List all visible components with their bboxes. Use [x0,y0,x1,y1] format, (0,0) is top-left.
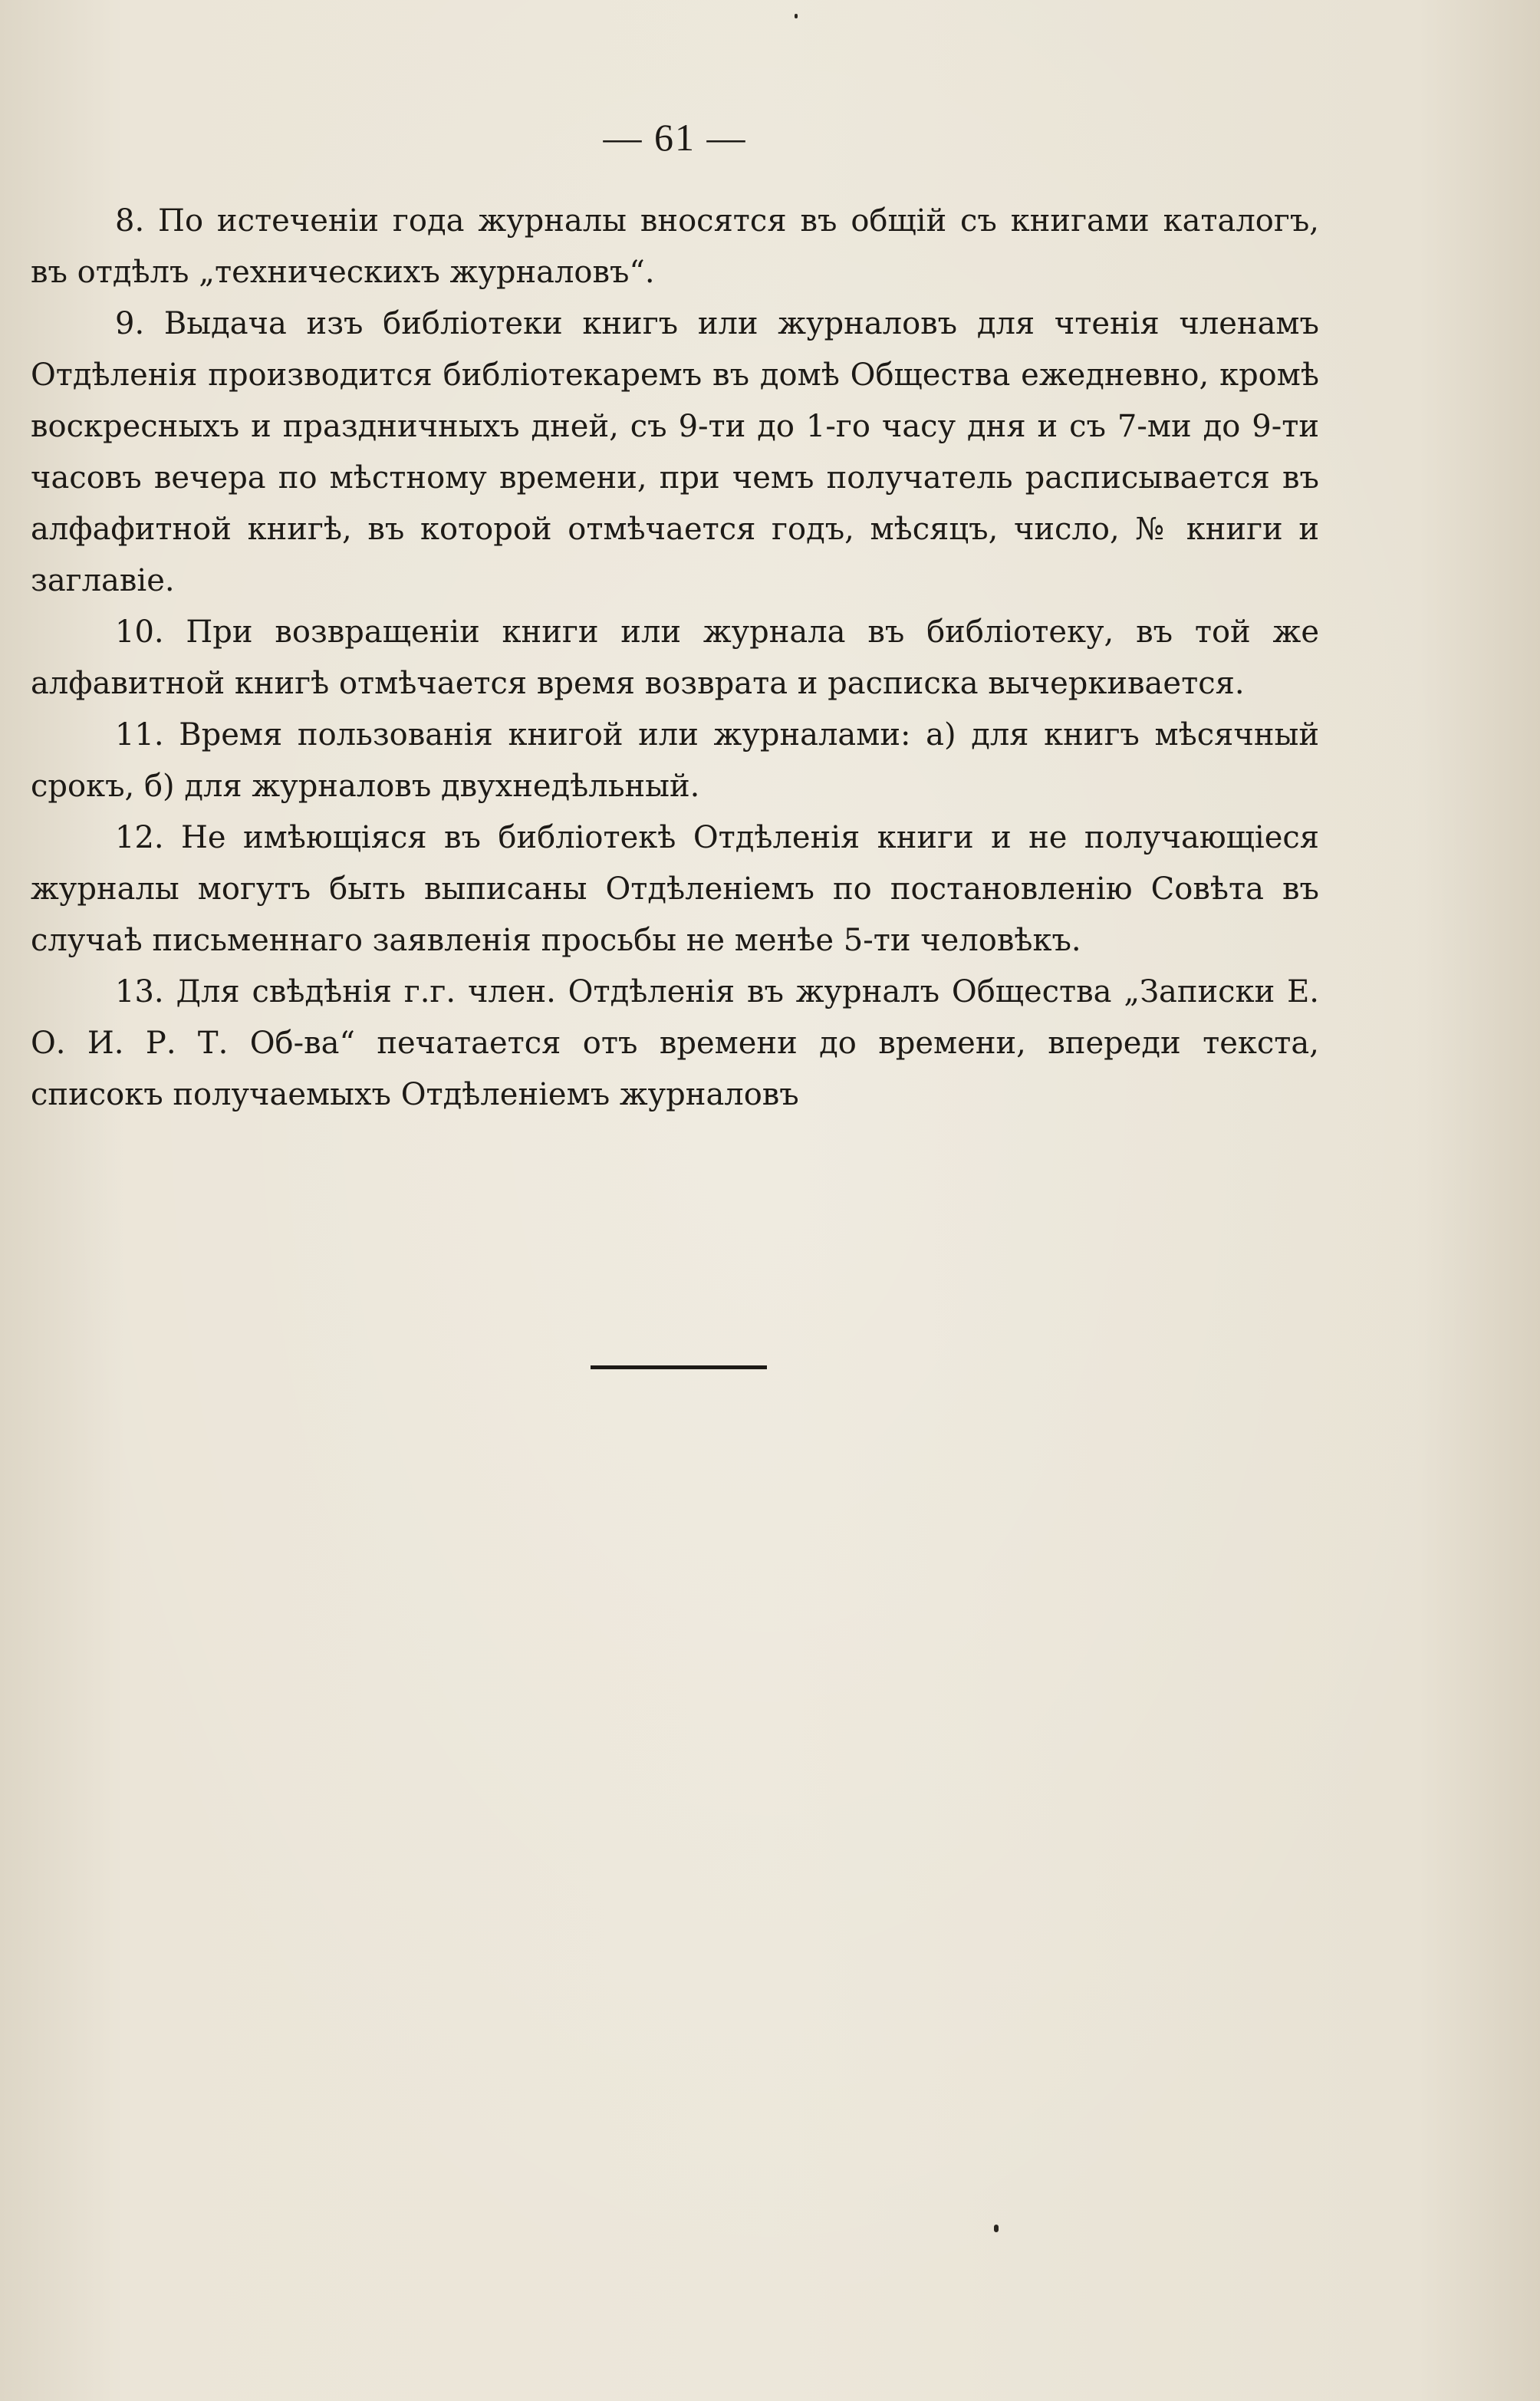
paragraph-12: 12. Не имѣющіяся въ библіотекѣ Отдѣленія книги и не получающіеся журналы могутъ быть выписаны Отдѣленіемъ по постановленію Совѣта въ случаѣ письменнаго заявленія просьбы не менѣе 5-ти человѣкъ. [31,820,1319,958]
paragraph-10: 10. При возвращеніи книги или журнала въ библіотеку, въ той же алфавитной книгѣ отмѣчается время возврата и расписка вычеркивается. [31,614,1319,701]
paragraph-11: 11. Время пользованія книгой или журналами: а) для книгъ мѣсячный срокъ, б) для журналовъ двухнедѣльный. [31,717,1319,804]
body-text [31,196,1319,1121]
paragraph-13: 13. Для свѣдѣнія г.г. член. Отдѣленія въ журналъ Общества „Записки Е. О. И. Р. Т. Об-ва“ печатается отъ времени до времени, впереди текста, списокъ получаемыхъ Отдѣленіемъ журналовъ [31,974,1319,1112]
paragraph-8: 8. По истеченіи года журналы вносятся въ общій съ книгами каталогъ, въ отдѣлъ „техническихъ журналовъ“. [31,203,1319,290]
section-divider [591,1365,767,1369]
page-number: — 61 — [603,116,747,159]
paragraph-9: 9. Выдача изъ библіотеки книгъ или журналовъ для чтенія членамъ Отдѣленія производится библіотекаремъ въ домѣ Общества ежедневно, кромѣ воскресныхъ и праздничныхъ дней, съ 9-ти до 1-го часу дня и съ 7-ми до 9-ти часовъ вечера по мѣстному времени, при чемъ получатель расписывается въ алфафитной книгѣ, въ которой отмѣчается годъ, мѣсяцъ, число, № книги и заглавіе. [31,306,1319,598]
ink-speck [795,14,798,18]
ink-speck [994,2225,999,2232]
